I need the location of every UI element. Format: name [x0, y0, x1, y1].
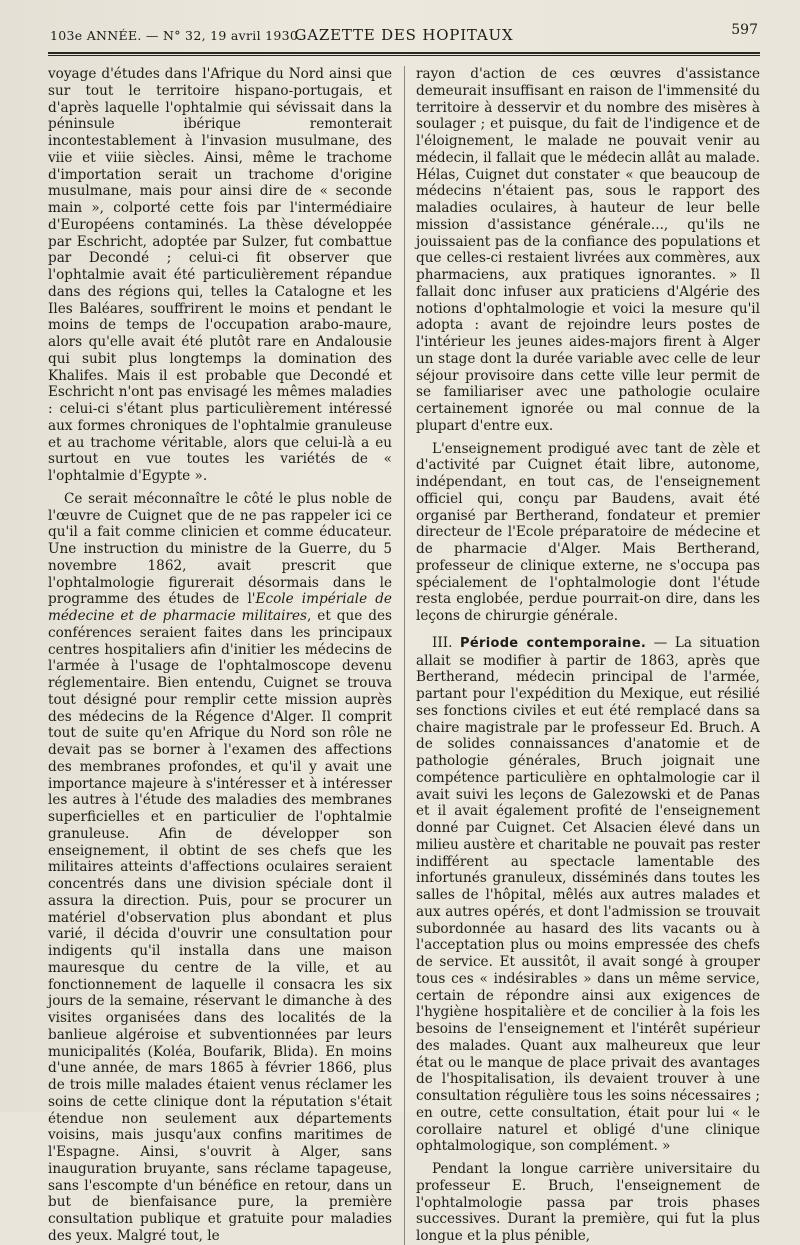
- section-paragraph: [416, 635, 760, 1155]
- column-divider: [404, 66, 405, 1245]
- right-column: [416, 66, 760, 1245]
- left-column: [48, 66, 392, 1245]
- paragraph: voyage d'études dans l'Afrique du Nord ainsi que sur tout le territoire hispano-portugais, et d'après laquelle l'ophtalmie qui sévissait dans la péninsule ibérique remonterait incontestablement à l'invasion musulmane, des viie et viiie siècles. Ainsi, même le trachome d'importation serait un trachome d'origine musulmane, mais pour ainsi dire de « seconde main », colporté cette fois par l'intermédiaire d'Européens contaminés. La thèse développée par Eschricht, adoptée par Sulzer, fut combattue par Decondé ; celui-ci fit observer que l'ophtalmie avait été particulièrement répandue dans des régions qui, telles la Catalogne et les Iles Baléares, souffrirent le moins et pendant le moins de temps de l'occupation arabo-maure, alors qu'elle avait été plutôt rare en Andalousie qui subit plus longtemps la domination des Khalifes. Mais il est probable que Decondé et Eschricht n'ont pas envisagé les mêmes maladies : celui-ci s'étant plus particulièrement intéressé aux formes chroniques de l'ophtalmie granuleuse et au trachome véritable, alors que celui-là a eu surtout en vue toutes les variétés de « l'ophtalmie d'Egypte ».: [48, 66, 392, 484]
- school-name: Ecole impériale de médecine et de pharmacie militaires: [48, 591, 392, 624]
- paragraph: L'enseignement prodigué avec tant de zèle et d'activité par Cuignet était libre, autonome, indépendant, en tout cas, de l'enseignement officiel qui, conçu par Baudens, avait été organisé par Bertherand, fondateur et premier directeur de l'Ecole préparatoire de médecine et de pharmacie d'Alger. Mais Bertherand, professeur de clinique externe, ne s'occupa pas spécialement de l'ophtalmologie dont l'étude resta englobée, perdue pourrait-on dire, dans les leçons de chirurgie générale.: [416, 440, 760, 624]
- header-rule: [48, 52, 760, 56]
- text-run: — La situation allait se modifier à partir de 1863, après que Bertherand, médecin principal de l'armée, partant pour l'expédition du Mexique, eut résilié ses fonctions civiles et eut été remplacé dans sa chaire magistrale par le professeur Ed. Bruch. A de solides connaissances d'anatomie et de pathologie générales, Bruch joignait une compétence particulière en ophtalmologie car il avait suivi les leçons de Galezowski et de Panas et il avait également profité de l'enseignement donné par Cuignet. Cet Alsacien élevé dans un milieu austère et charitable ne pouvait pas rester indifférent au spectacle lamentable des infortunés granuleux, disséminés dans toutes les salles de l'hôpital, mêlés aux autres malades et aux autres opérés, et dont l'admission se trouvait subordonnée au hasard des lits vacants ou à l'acceptation plus ou moins empressée des chefs de service. Et aussitôt, il avait songé à grouper tous ces « indésirables » dans un même service, certain de répondre ainsi aux exigences de l'hygiène hospitalière et de concilier à la fois les besoins de l'enseignement et l'intérêt supérieur des malades. Quant aux malheureux que leur état ou le manque de place privait des avantages de l'hospitalisation, ils devaient trouver à une consultation régulière tous les soins nécessaires ; en outre, cette consultation, était pour lui « le corollaire naturel et obligé d'une clinique ophtalmologique, son complément. »: [416, 634, 760, 1155]
- page-header: [48, 18, 760, 42]
- text-run: , et que des conférences seraient faites dans les principaux centres hospitaliers afin d'initier les médecins de l'armée à l'usage de l'ophtalmoscope devenu réglementaire. Bien entendu, Cuignet se trouva tout désigné pour remplir cette mission auprès des médecins de la Régence d'Alger. Il comprit tout de suite qu'en Afrique du Nord son rôle ne devait pas se borner à l'examen des affections des membranes profondes, et qu'il y avait une importance majeure à s'intéresser et à intéresser les autres à l'étude des maladies des membranes superficielles et en particulier de l'ophtalmie granuleuse. Afin de développer son enseignement, il obtint de ses chefs que les militaires atteints d'affections oculaires seraient concentrés dans une division spéciale dont il assura la direction. Puis, pour se procurer un matériel d'observation plus abondant et plus varié, il décida d'ouvrir une consultation pour indigents qu'il installa dans une maison mauresque du centre de la ville, et au fonctionnement de laquelle il consacra les six jours de la semaine, réservant le dimanche à des visites organisées dans des localités de la banlieue algéroise et subventionnées par leurs municipalités (Koléa, Boufarik, Blida). En moins d'une année, de mars 1865 à février 1866, plus de trois mille malades étaient venus réclamer les soins de cette clinique dont la réputation s'était étendue non seulement aux départements voisins, mais jusqu'aux confins maritimes de l'Espagne. Ainsi, s'ouvrit à Alger, sans inauguration bruyante, sans réclame tapageuse, sans l'escompte d'un bénéfice en retour, dans un but de bienfaisance pure, la première consultation publique et gratuite pour maladies des yeux. Malgré tout, le: [48, 608, 392, 1244]
- paragraph: rayon d'action de ces œuvres d'assistance demeurait insuffisant en raison de l'immensité du territoire à desservir et du nombre des misères à soulager ; et puisque, du fait de l'indigence et de l'éloignement, le malade ne pouvait venir au médecin, il fallait que le médecin allât au malade. Hélas, Cuignet dut constater « que beaucoup de médecins n'étaient pas, sous le rapport des maladies oculaires, à hauteur de leur belle mission d'assistance générale..., qu'ils ne jouissaient pas de la confiance des populations et que celles-ci restaient livrées aux commères, aux pharmaciens, aux pratiques ignorantes. » Il fallait donc infuser aux praticiens d'Algérie des notions d'ophtalmologie et voici la mesure qu'il adopta : avant de rejoindre leurs postes de l'intérieur les jeunes aides-majors firent à Alger un stage dont la durée variable avec celle de leur séjour provisoire dans cette ville leur permit de se familiariser avec une pathologie oculaire certainement ignorée ou mal connue de la plupart d'entre eux.: [416, 66, 760, 434]
- section-number: III.: [432, 634, 453, 651]
- article-body: [48, 66, 760, 1245]
- issue-info: 103e ANNÉE. — N° 32, 19 avril 1930.: [50, 28, 303, 43]
- section-title: Période contemporaine.: [460, 635, 647, 651]
- paragraph: [48, 491, 392, 1245]
- page-number: 597: [731, 22, 758, 38]
- text-run: Ce serait méconnaître le côté le plus noble de l'œuvre de Cuignet que de ne pas rappeler ici ce qu'il a fait comme clinicien et comme éducateur. Une instruction du ministre de la Guerre, du 5 novembre 1862, avait prescrit que l'ophtalmologie figurerait désormais dans le programme des études de l': [48, 490, 392, 608]
- paragraph: Pendant la longue carrière universitaire du professeur E. Bruch, l'enseignement de l'ophtalmologie passa par trois phases successives. Durant la première, qui fut la plus longue et la plus pénible,: [416, 1161, 760, 1244]
- journal-title: GAZETTE DES HOPITAUX: [294, 26, 514, 44]
